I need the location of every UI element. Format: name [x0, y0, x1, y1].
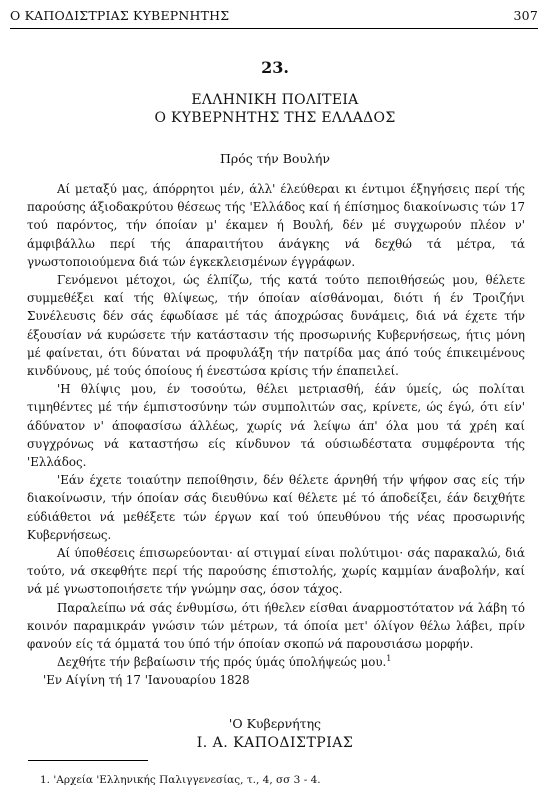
footnote-rule [28, 760, 148, 761]
footnote-marker: 1 [386, 654, 392, 664]
running-title: Ο ΚΑΠΟΔΙΣΤΡΙΑΣ ΚΥΒΕΡΝΗΤΗΣ [10, 8, 230, 23]
document-number: 23. [261, 58, 289, 77]
closing-paragraph [27, 653, 525, 671]
document-title-line-1: ΕΛΛΗΝΙΚΗ ΠΟΛΙΤΕΙΑ [191, 92, 359, 108]
footnote: 1. 'Αρχεία 'Ελληνικής Παλιγγενεσίας, τ., 4, σσ 3 - 4. [40, 774, 321, 786]
running-header [10, 8, 538, 23]
signature-name: Ι. Α. ΚΑΠΟΔΙΣΤΡΙΑΣ [196, 735, 354, 751]
page-number: 307 [513, 8, 538, 23]
signature-title: 'Ο Κυβερνήτης [228, 716, 322, 731]
document-title-line-2: Ο ΚΥΒΕΡΝΗΤΗΣ ΤΗΣ ΕΛΛΑΔΟΣ [154, 110, 396, 126]
header-rule [10, 28, 538, 29]
paragraph-1: Αί μεταξύ μας, άπόρρητοι μέν, άλλ' έλεύθεραι κι έντιμοι έξηγήσεις περί τής παρούσης άξιοδακρύτου θέσεως τής 'Ελλάδος καί ή έπίσημος διακοίνωσις τών 17 τού παρόντος, τήν όποίαν μ' έκαμεν ή Βουλή, δέν μέ συγχωρούν πλέον ν' άμφιβάλλω περί τής άπαραιτήτου άνάγκης νά δεχθώ τά μέτρα, τά γνωστοποιούμενα διά τών έγκεκλεισμένων έγγράφων. [27, 182, 525, 269]
paragraph-5: Αί ύποθέσεις έπισωρεύονται· αί στιγμαί είναι πολύτιμοι· σάς παρακαλώ, διά τούτο, νά σκεφθήτε περί τής παρούσης έπιστολής, χωρίς καμμίαν άναβολήν, καί νά μέ γνωστοποιήσετε τήν γνώμην σας, όσον τάχος. [27, 546, 525, 597]
paragraph-6: Παραλείπω νά σάς ένθυμίσω, ότι ήθελεν είσθαι άναρμοστότατον νά λάβη τό κοινόν παραμικράν γνώσιν τών μέτρων, τά όποία μετ' όλίγον θέλω λάβει, πρίν φανούν είς τά όμματά του ύπό τήν όποίαν σκοπώ νά παρουσιάσω μορφήν. [27, 600, 525, 652]
paragraph-2: Γενόμενοι μέτοχοι, ώς έλπίζω, τής κατά τούτο πεποιθήσεώς μου, θέλετε συμμεθέξει καί τής θλίψεως, τήν όποίαν αίσθάνομαι, διότι ή έν Τροιζήνι Συνέλευσις δέν σάς έφωδίασε μέ τάς άποχρώσας δυνάμεις, διά νά έχετε τήν έξουσίαν νά κυρώσετε τήν κατάστασιν τής προσωρινής Κυβερνήσεως, ήτις μόνη μέ φαίνεται, ότι δύναται νά προφυλάξη τήν πατρίδα μας άπό τούς έπικειμένους κινδύνους, μέ τούς όποίους ή ένεστώσα κρίσις τήν έπαπειλεί. [27, 273, 525, 379]
paragraph-3: 'Η θλίψις μου, έν τοσούτω, θέλει μετριασθή, έάν ύμείς, ώς πολίται τιμηθέντες μέ τήν έμπιστοσύνην τών συμπολιτών σας, κρίνετε, ώς έγώ, ότι είν' άδύνατον ν' άποφασίσω άλλέως, χωρίς νά λείψω άπ' όλα μου τά χρέη καί συγχρόνως νά καταστήσω είς κίνδυνον τά ούσιωδέστατα συμφέροντα τής 'Ελλάδος. [27, 382, 525, 470]
date-line: 'Εν Αίγίνη τή 17 'Ιανουαρίου 1828 [43, 673, 250, 688]
letter-address: Πρός τήν Βουλήν [219, 151, 331, 166]
closing-text: Δεχθήτε τήν βεβαίωσιν τής πρός ύμάς ύπολήψεώς μου. [57, 655, 387, 670]
paragraph-4: 'Εάν έχετε τοιαύτην πεποίθησιν, δέν θέλετε άρνηθή τήν ψήφον σας είς τήν διακοίνωσιν, τήν όποίαν σάς διευθύνω καί θέλετε μέ τό άποδείξει, έάν δειχθήτε εύδιάθετοι νά μεθέξετε τών έργων καί τού ύπευθύνου τής νέας προσωρινής Κυβερνήσεως. [27, 473, 525, 542]
letter-body [27, 180, 525, 690]
